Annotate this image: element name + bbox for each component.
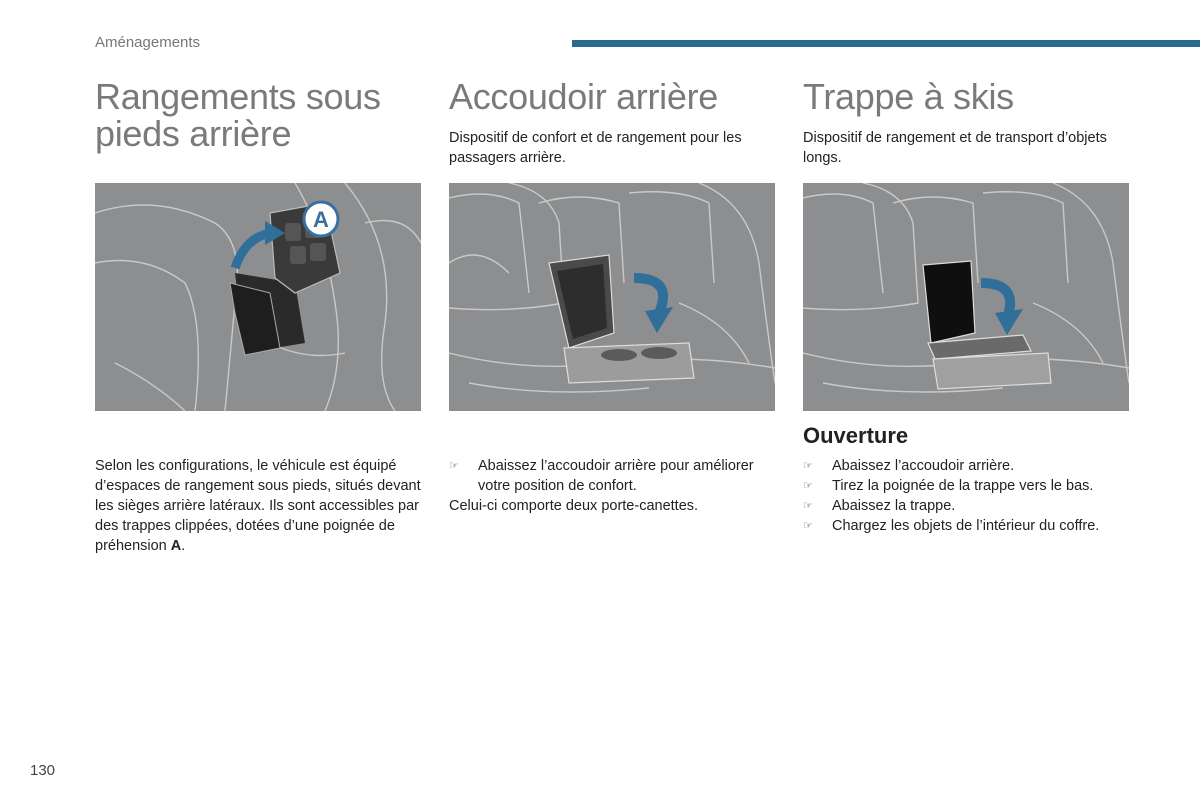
list-item-text: Chargez les objets de l’intérieur du coffre. [832,518,1100,534]
pointing-hand-icon: ☞ [449,460,459,472]
list-item [803,496,1131,516]
list-item [803,476,1131,496]
list-item [803,516,1131,536]
pointing-hand-icon: ☞ [803,460,813,472]
column-body [449,456,777,516]
rear-armrest-illustration [449,183,775,411]
ski-hatch-illustration [803,183,1129,411]
column-title: Trappe à skis [803,76,1014,117]
paragraph-text: Selon les configurations, le véhicule est équipé d’espaces de rangement sous pieds, situés devant les sièges arrière latéraux. Ils sont accessibles par des trappes clippées, dotées d’une poignée de préhension [95,458,421,554]
column-rear-armrest [449,76,777,514]
list-item-text: Abaissez l’accoudoir arrière pour améliorer votre position de confort. [478,458,754,494]
column-under-seat-storage [95,76,423,554]
list-item-text: Tirez la poignée de la trappe vers le bas. [832,478,1094,494]
list-item-text: Abaissez l’accoudoir arrière. [832,458,1015,474]
paragraph-end: . [181,538,186,554]
after-text: Celui-ci comporte deux porte-canettes. [449,498,699,514]
under-seat-storage-illustration [95,183,421,411]
column-body [95,456,423,556]
pointing-hand-icon: ☞ [803,500,813,512]
instruction-list [803,456,1131,536]
pointing-hand-icon: ☞ [803,480,813,492]
list-item [803,456,1131,476]
list-item [449,456,777,496]
column-title: Rangements sous pieds arrière [95,76,381,154]
callout-a: A [313,207,329,232]
column-title: Accoudoir arrière [449,76,719,117]
column-subtitle: Dispositif de rangement et de transport d’objets longs. [803,130,1107,166]
column-subtitle: Dispositif de confort et de rangement pour les passagers arrière. [449,130,742,166]
column-ski-hatch [803,76,1131,534]
paragraph-bold: A [170,538,182,554]
pointing-hand-icon: ☞ [803,520,813,532]
section-label: Aménagements [95,34,201,51]
list-item-text: Abaissez la trappe. [832,498,956,514]
header-accent-bar [572,40,1200,47]
subheading-ouverture: Ouverture [803,423,909,448]
page-number: 130 [30,762,56,779]
column-body [803,456,1131,536]
instruction-list [449,456,777,496]
